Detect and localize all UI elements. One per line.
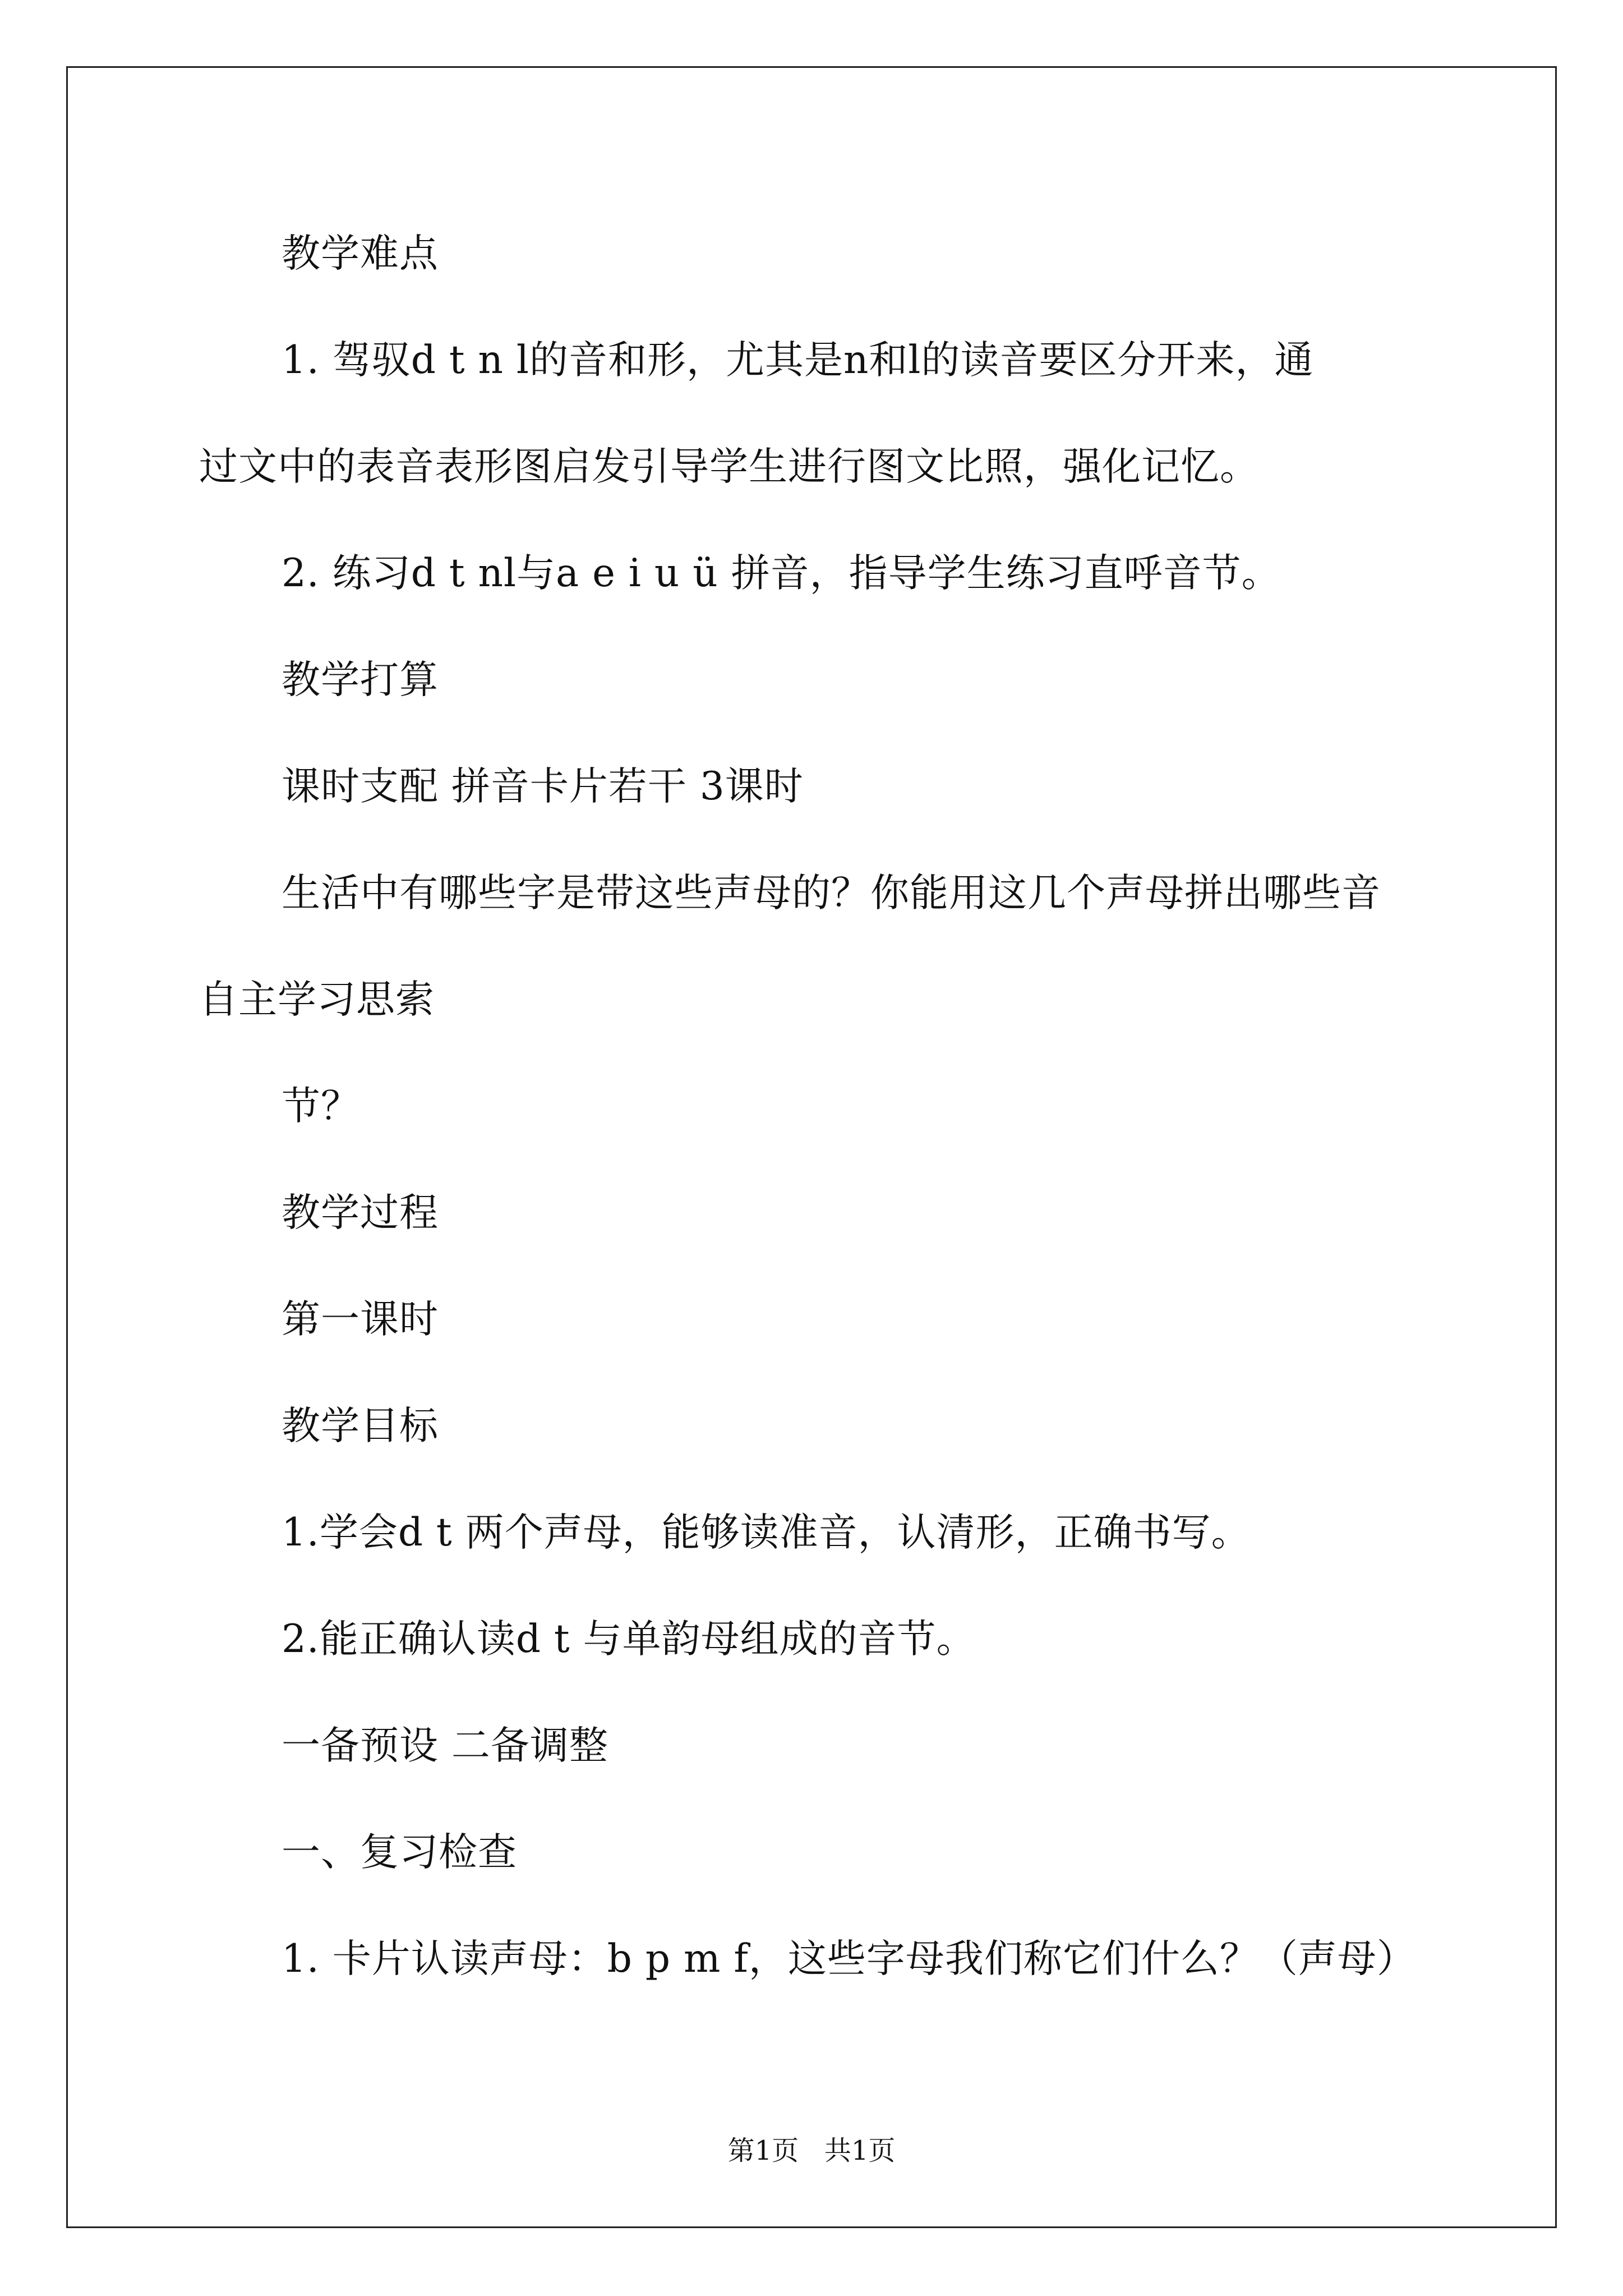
paragraph-line: 2. 练习d t nl与a e i u ü 拼音，指导学生练习直呼音节。 — [282, 551, 1281, 596]
paragraph-line: 过文中的表音表形图启发引导学生进行图文比照，强化记忆。 — [199, 444, 1259, 489]
heading-first-lesson: 第一课时 — [282, 1297, 439, 1342]
paragraph-line: 节？ — [282, 1084, 360, 1129]
paragraph-line: 2.能正确认读d t 与单韵母组成的音节。 — [282, 1617, 976, 1662]
paragraph-line: 1. 卡片认读声母：b p m f，这些字母我们称它们什么？（声母） — [282, 1936, 1416, 1981]
paragraph-line: 1. 驾驭d t n l的音和形，尤其是n和l的读音要区分开来，通 — [282, 338, 1314, 383]
heading-teaching-process: 教学过程 — [282, 1190, 439, 1235]
paragraph-line: 生活中有哪些字是带这些声母的？你能用这几个声母拼出哪些音 — [282, 871, 1381, 915]
page-border — [66, 66, 1557, 2228]
heading-teaching-plan: 教学打算 — [282, 657, 439, 702]
heading-review-check: 一、复习检查 — [282, 1830, 517, 1875]
heading-teaching-difficulties: 教学难点 — [282, 231, 439, 276]
paragraph-line: 课时支配 拼音卡片若干 3课时 — [282, 764, 804, 809]
paragraph-line: 自主学习思索 — [199, 977, 435, 1022]
paragraph-line: 一备预设 二备调整 — [282, 1723, 608, 1768]
page-number-footer: 第1页 共1页 — [727, 2135, 896, 2166]
paragraph-line: 1.学会d t 两个声母，能够读准音，认清形，正确书写。 — [282, 1510, 1251, 1555]
heading-teaching-goals: 教学目标 — [282, 1404, 439, 1448]
